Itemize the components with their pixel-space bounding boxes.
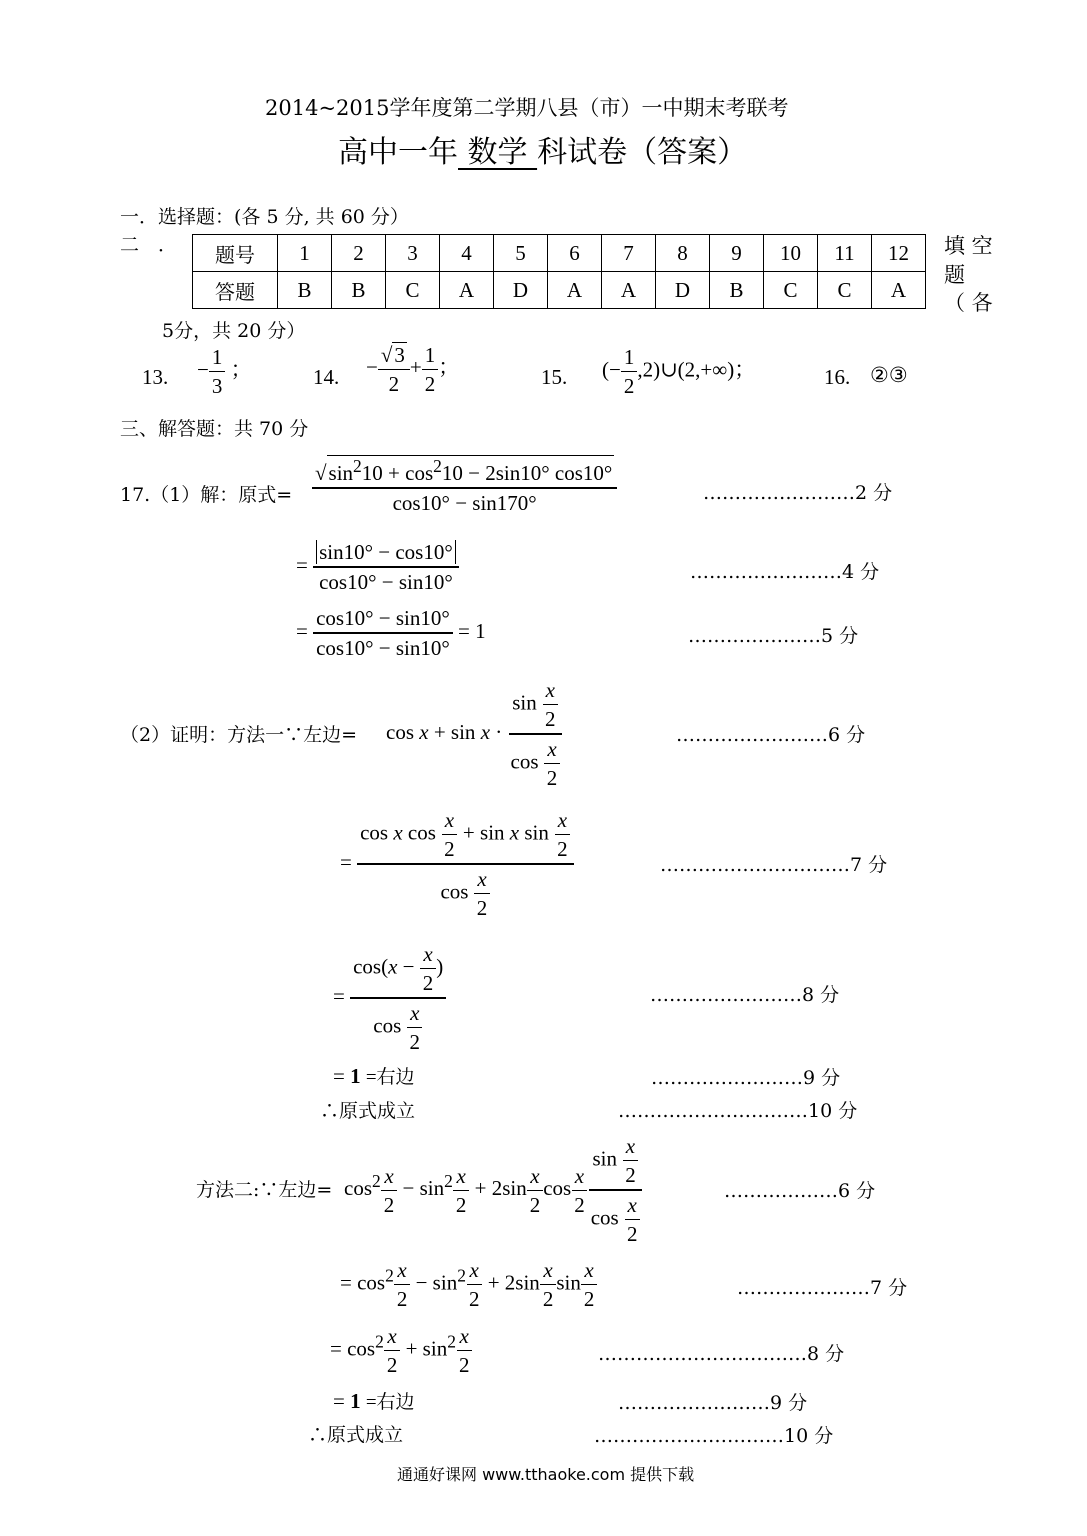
q17-part2-label: （2）证明：方法一∵左边= [120, 724, 358, 746]
section2-points: 5分，共 20 分） [162, 320, 306, 342]
m1-conclusion: ∴原式成立 [320, 1100, 416, 1122]
m1-step2-formula: = cos x cos $\frac{x}{2}$ + sin x sin $\frac{x}{2}$ cos $\frac{x}{2}$ [340, 808, 574, 921]
title-subject: 数学 [458, 135, 538, 170]
score-dots: ……………………2 分 [703, 482, 893, 504]
title-suffix: 科试卷（答案） [537, 135, 748, 170]
question-number: 4 [440, 235, 494, 272]
question-number: 7 [602, 235, 656, 272]
q16-answer: ②③ [870, 363, 908, 387]
section1-title: 一．选择题：(各 5 分, 共 60 分） [120, 206, 409, 228]
answer-cell: A [602, 272, 656, 309]
answer-cell: B [710, 272, 764, 309]
score-dots: …………………7 分 [737, 1277, 908, 1299]
table-row [193, 235, 926, 272]
score-dots: ……………………………8 分 [598, 1343, 845, 1365]
exam-title [338, 127, 747, 171]
q16-number: 16. [824, 365, 851, 389]
m1-step3-formula: = cos(x − $\frac{x}{2}$ ) cos $\frac{x}{2}$ [333, 942, 446, 1055]
score-value: 4 分 [842, 561, 880, 583]
table-answer-label: 答题 [193, 272, 278, 309]
answer-cell: D [494, 272, 548, 309]
score-value: 10 分 [808, 1100, 858, 1122]
question-number: 9 [710, 235, 764, 272]
score-value: 5 分 [821, 625, 859, 647]
question-number: 12 [872, 235, 926, 272]
answer-cell: D [656, 272, 710, 309]
section2-label-a: 填 空 [944, 234, 993, 258]
section2-prefix: 二 ． [120, 234, 178, 256]
m2-conclusion: ∴原式成立 [308, 1424, 404, 1446]
m2-step4: = 1 =右边 [333, 1389, 415, 1413]
right-side-text: =右边 [365, 1392, 415, 1413]
q13-answer: − $\frac{1}{3}$ ； [197, 345, 252, 399]
q15-answer: (− $\frac{1}{2}$ ,2)∪(2,+∞)； [602, 345, 756, 399]
section3-title: 三、解答题：共 70 分 [120, 418, 309, 440]
q17-part1-label: 17.（1）解：原式= [120, 484, 293, 506]
score-dots: …………………………7 分 [660, 854, 888, 876]
section2-label-b: 题 [944, 263, 965, 287]
question-number: 8 [656, 235, 710, 272]
score-value: 8 分 [807, 1343, 845, 1365]
answer-cell: C [764, 272, 818, 309]
question-number: 3 [386, 235, 440, 272]
score-value: 9 分 [803, 1067, 841, 1089]
score-value: 9 分 [770, 1392, 808, 1414]
score-dots: …………………5 分 [688, 625, 859, 647]
answer-cell: A [548, 272, 602, 309]
score-value: 10 分 [784, 1425, 834, 1447]
m1-step4: = 1 =右边 [333, 1064, 415, 1088]
question-number: 5 [494, 235, 548, 272]
m2-step2-formula: = $\cos^2$ $\frac{x}{2}$ − $\sin^2$ $\frac{x}{2}$ + 2sin $\frac{x}{2}$ sin $\frac{x}{2}$ [340, 1258, 597, 1311]
q15-number: 15. [541, 365, 568, 389]
q13-number: 13. [142, 365, 169, 389]
answer-cell: C [818, 272, 872, 309]
score-dots: …………………………10 分 [618, 1100, 858, 1122]
question-number: 1 [278, 235, 332, 272]
exam-header: 2014~2015学年度第二学期八县（市）一中期末考联考 [265, 96, 789, 120]
score-value: 7 分 [870, 1277, 908, 1299]
q17-step3-formula: = $\frac{\cos 10^\circ - \sin 10^\circ}{\cos 10^\circ - \sin 10^\circ}$ = 1 [296, 606, 486, 661]
table-row [193, 272, 926, 309]
score-dots: ………………6 分 [724, 1180, 876, 1202]
m2-step3-formula: = $\cos^2$ $\frac{x}{2}$ + $\sin^2$ $\frac{x}{2}$ [330, 1324, 472, 1377]
q17-step1-formula: √ $\sin^210 + \cos^210 - 2\sin 10^\circ$ cos10° cos10° − sin170° [312, 455, 617, 515]
q14-number: 14. [313, 365, 340, 389]
score-value: 6 分 [838, 1180, 876, 1202]
q17-step2-formula: = $\frac{\sin 10^\circ - \cos 10^\circ}{\cos 10^\circ - \sin 10^\circ}$ [296, 540, 459, 594]
table-header-label: 题号 [193, 235, 278, 272]
score-dots: ……………………4 分 [690, 561, 880, 583]
score-dots: ……………………9 分 [618, 1392, 808, 1414]
m1-step1-formula: cos x + sin x · sin $\frac{x}{2}$ cos $\frac{x}{2}$ [386, 678, 563, 791]
footer-source: 通通好课网 www.tthaoke.com 提供下载 [397, 1465, 695, 1484]
score-dots: ……………………6 分 [676, 724, 866, 746]
score-dots: …………………………10 分 [594, 1425, 834, 1447]
answer-cell: C [386, 272, 440, 309]
q14-answer: − √ 3 2 + $\frac{1}{2}$ ； [366, 342, 460, 397]
score-value: 8 分 [802, 984, 840, 1006]
question-number: 10 [764, 235, 818, 272]
answer-cell: A [872, 272, 926, 309]
m2-step1-formula: $\cos^2$ $\frac{x}{2}$ − $\sin^2$ $\frac{x}{2}$ + 2sin $\frac{x}{2}$ cos $\frac{x}{2}$ sin $\frac{x}{2}$ cos $\frac{x}{2}$ [344, 1134, 643, 1247]
score-value: 2 分 [855, 482, 893, 504]
question-number: 6 [548, 235, 602, 272]
score-dots: ……………………8 分 [650, 984, 840, 1006]
score-value: 6 分 [828, 724, 866, 746]
answer-cell: A [440, 272, 494, 309]
answer-table [192, 234, 926, 309]
section2-label-c: （ 各 [944, 291, 993, 315]
m2-label: 方法二:∵左边= [196, 1179, 333, 1201]
question-number: 11 [818, 235, 872, 272]
title-grade: 高中一年 [338, 135, 458, 170]
answer-cell: B [332, 272, 386, 309]
question-number: 2 [332, 235, 386, 272]
right-side-text: =右边 [365, 1067, 415, 1088]
score-value: 7 分 [850, 854, 888, 876]
answer-cell: B [278, 272, 332, 309]
score-dots: ……………………9 分 [651, 1067, 841, 1089]
